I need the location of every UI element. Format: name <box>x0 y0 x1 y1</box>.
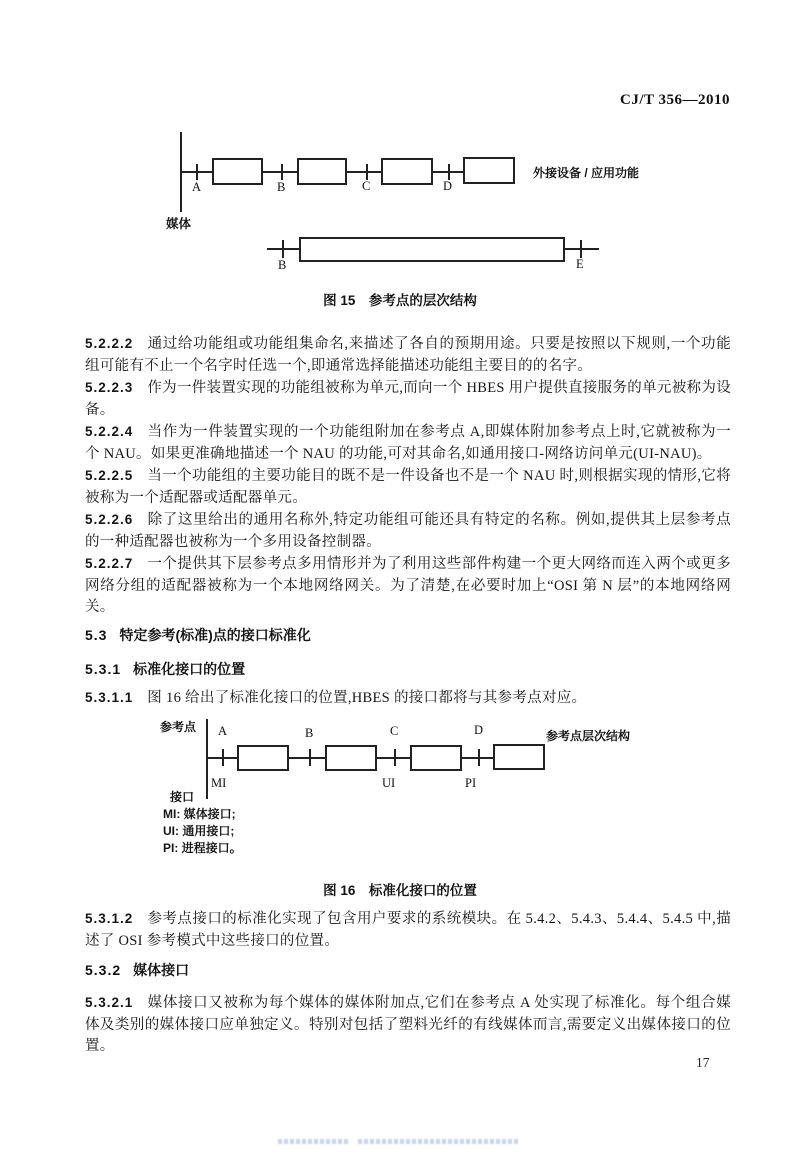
section-532-number: 5.3.2 <box>85 962 122 978</box>
figure-16-caption: 图 16 标准化接口的位置 <box>323 883 477 898</box>
media-label: 媒体 <box>166 217 192 231</box>
clause-5312-number: 5.3.1.2 <box>85 911 134 926</box>
clause-5222-text: 通过给功能组或功能组集命名,来描述了各自的预期用途。只要是按照以下规则,一个功能组可能有不止一个名字时任选一个,即通常选择能描述功能组主要目的的名字。 <box>85 336 731 374</box>
axis-line <box>206 719 208 799</box>
standard-code: CJ/T 356—2010 <box>620 92 730 108</box>
clause-5312-text: 参考点接口的标准化实现了包含用户要求的系统模块。在 5.4.2、5.4.3、5.4.4、5.4.5 中,描述了 OSI 参考模式中这些接口的位置。 <box>85 911 731 949</box>
legend-MI: MI: 媒体接口; <box>163 807 236 821</box>
section-532-title: 媒体接口 <box>133 962 190 978</box>
clause-5311-text: 图 16 给出了标准化接口的位置,HBES 的接口都将与其参考点对应。 <box>147 690 587 706</box>
ref-point-label-C: C <box>362 179 371 193</box>
ref-point-axis-label: 参考点 <box>160 720 197 734</box>
figure-16-legend <box>163 806 242 857</box>
clause-5321-text: 媒体接口又被称为每个媒体的媒体附加点,它们在参考点 A 处实现了标准化。每个组合媒体及类别的媒体接口应单独定义。特别对包括了塑料光纤的有线媒体而言,需要定义出媒体接口的位置。 <box>85 995 731 1054</box>
clause-5226-text: 除了这里给出的通用名称外,特定功能组可能还具有特定的名称。例如,提供其上层参考点的一种适配器也被称为一个多用设备控制器。 <box>85 512 731 550</box>
clause-5227-number: 5.2.2.7 <box>85 556 134 571</box>
f16-point-A: A <box>218 724 228 738</box>
section-532-heading <box>85 960 189 980</box>
clause-5223-text: 作为一件装置实现的功能组被称为单元,而向一个 HBES 用户提供直接服务的单元被称为设备。 <box>85 380 731 418</box>
section-53-title: 特定参考(标准)点的接口标准化 <box>119 627 311 643</box>
f16-box-3 <box>410 745 462 771</box>
hierarchy-label: 参考点层次结构 <box>546 729 631 743</box>
f16-box-1 <box>237 745 289 771</box>
f16-tick-A <box>222 749 224 766</box>
section-53-number: 5.3 <box>85 627 108 643</box>
clause-5224-number: 5.2.2.4 <box>85 424 134 439</box>
clause-5321-number: 5.3.2.1 <box>85 995 134 1010</box>
f16-point-C: C <box>390 724 399 738</box>
f16-mark-PI: PI <box>465 776 477 790</box>
f16-tick-B <box>309 749 311 766</box>
f16-point-B: B <box>305 726 314 740</box>
ref-point-label-E: E <box>576 257 584 271</box>
section-531-number: 5.3.1 <box>85 661 122 677</box>
clause-5226-number: 5.2.2.6 <box>85 512 134 527</box>
clause-5312 <box>85 908 731 952</box>
clause-5225-number: 5.2.2.5 <box>85 468 134 483</box>
figure-15-caption: 图 15 参考点的层次结构 <box>323 293 477 308</box>
ref-point-label-A: A <box>192 180 202 194</box>
f16-mark-MI: MI <box>211 776 227 790</box>
ref-point-label-B: B <box>277 180 286 194</box>
clause-5227-text: 一个提供其下层参考点多用情形并为了利用这些部件构建一个更大网络而连入两个或更多网络分组的适配器被称为一个本地网络网关。为了清楚,在必要时加上“OSI 第 N 层”的本地网络网关。 <box>85 556 731 615</box>
clause-5321 <box>85 992 731 1058</box>
ref-point-label-B2: B <box>278 258 287 272</box>
f16-tick-C <box>394 749 396 766</box>
f16-tick-D <box>478 749 480 766</box>
legend-PI: PI: 进程接口。 <box>163 841 242 855</box>
f16-box-4 <box>493 744 545 770</box>
external-device-label: 外接设备 / 应用功能 <box>533 166 640 180</box>
clause-5225-text: 当一个功能组的主要功能目的既不是一件设备也不是一个 NAU 时,则根据实现的情形,它将被称为一个适配器或适配器单元。 <box>85 468 731 506</box>
clause-5223-number: 5.2.2.3 <box>85 380 134 395</box>
page-number: 17 <box>696 1055 710 1070</box>
f16-mark-UI: UI <box>382 776 396 790</box>
watermark-segment <box>278 1139 348 1144</box>
legend-UI: UI: 通用接口; <box>163 824 235 838</box>
f16-point-D: D <box>474 723 484 737</box>
footer-watermark <box>278 1139 534 1145</box>
clause-5311-number: 5.3.1.1 <box>85 690 134 705</box>
ref-point-label-D: D <box>443 179 453 193</box>
clause-5222-number: 5.2.2.2 <box>85 336 134 351</box>
interface-axis-label: 接口 <box>170 790 195 804</box>
section-531-title: 标准化接口的位置 <box>133 661 246 677</box>
clause-5224-text: 当作为一件装置实现的一个功能组附加在参考点 A,即媒体附加参考点上时,它就被称为一个 NAU。如果更准确地描述一个 NAU 的功能,可对其命名,如通用接口-网络访问单元(UI-NAU)。 <box>85 424 731 462</box>
f16-box-2 <box>325 745 377 771</box>
watermark-segment <box>358 1139 518 1144</box>
